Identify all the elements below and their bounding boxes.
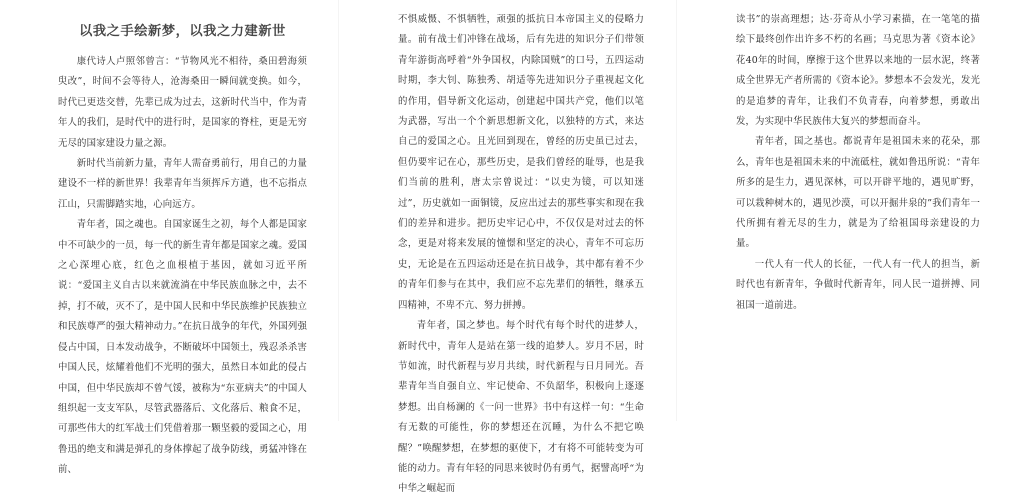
page-divider bbox=[338, 0, 339, 421]
essay-title: 以我之手绘新梦，以我之力建新世 bbox=[79, 24, 286, 39]
column-1-paragraphs bbox=[58, 52, 307, 481]
paragraph: 一代人有一代人的长征，一代人有一代人的担当，新时代也有新青年，争做时代新青年，同人民一道拼搏、同祖国一道前进。 bbox=[736, 258, 980, 311]
paragraph: 新时代当前新力量，青年人需奋勇前行，用自己的力量建设不一样的新世界！我辈青年当须挥斥方遒，也不忘指点江山，只需脚踏实地，心向远方。 bbox=[58, 158, 307, 210]
paragraph: 康代诗人卢照邻曾言：“节物风光不相待，桑田碧海须臾改”，时间不会等待人，沧海桑田一瞬间就变换。如今，时代已更迭交替，先辈已成为过去，这新时代当中，作为青年人的我们，是时代中的进行时，是国家的脊柱，更是无穷无尽的国家建设力量之源。 bbox=[58, 56, 307, 149]
page-column-2 bbox=[398, 10, 644, 495]
page-divider bbox=[676, 0, 677, 421]
page-column-1 bbox=[58, 22, 307, 476]
paragraph: 不惧威慑、不惧牺牲，顽强的抵抗日本帝国主义的侵略力量。前有战士们冲锋在战场，后有先进的知识分子们带领青年游街高呼着“外争国权，内除国贼”的口号，五四运动时期，李大钊、陈独秀、胡适等先进知识分子重视起文化的作用，倡导新文化运动，创建起中国共产党，他们以笔为武器，写出一个个新思想新文化，以独特的方式，来达自己的爱国之心。且光回到现在，曾经的历史虽已过去，但仍要牢记在心，那些历史，是我们曾经的耻辱，也是我们当前的胜利，唐太宗曾说过：“以史为镜，可以知迷过”，历史就如一面铜镜，反应出过去的那些事实和现在我们的差异和进步。把历史牢记心中，不仅仅是对过去的怀念，更是对将来发展的憧憬和坚定的决心，青年不可忘历史，无论是在五四运动还是在抗日战争，其中都有着不少的青年们参与在其中，我们应不忘先辈们的牺牲，继承五四精神，不卑不亢、努力拼搏。 bbox=[398, 14, 644, 311]
paragraph: 青年者，国之魂也。自国家诞生之初，每个人都是国家中不可缺少的一员，每一代的新生青年都是国家之魂。爱国之心深埋心底，红色之血根植于基因，就如习近平所说：“爱国主义自古以来就流淌在中华民族血脉之中，去不掉，打不破，灭不了，是中国人民和中华民族维护民族独立和民族尊严的强大精神动力。”在抗日战争的年代，外国列强侵占中国，日本发动战争，不断破坏中国领土，残忍杀杀害中国人民，炫耀着他们不光明的强大，虽然日本如此的侵占中国，但中华民族却不曾气馁，被称为“东亚病夫”的中国人组织起一支支军队，尽管武器落后、文化落后、粮食不足，可那些伟大的红军战士们凭借着那一颗坚毅的爱国之心，用鲁迅的绝支和满是弹孔的身体撑起了战争防线，勇猛冲锋在前、 bbox=[58, 219, 307, 476]
column-2-paragraphs bbox=[398, 10, 644, 500]
paragraph: 读书”的崇高理想；达·芬奇从小学习素描，在一笔笔的描绘下最终创作出许多不朽的名画；马克思为著《资本论》花40年的时间，摩擦于这个世界以来地的一层水泥，终著成全世界无产者所需的《资本论》。梦想本不会发光，发光的是追梦的青年，让我们不负青春，向着梦想，勇敢出发，为实现中华民族伟大复兴的梦想而奋斗。 bbox=[736, 14, 980, 128]
column-3-paragraphs bbox=[736, 10, 980, 316]
page-column-3 bbox=[736, 10, 980, 421]
paragraph: 青年者，国之基也。都说青年是祖国未来的花朵，那么，青年也是祖国未来的中流砥柱，就如鲁迅所说：“青年所多的是生力，遇见深林，可以开辟平地的，遇见旷野，可以栽种树木的，遇见沙漠，可以开掘井泉的”我们青年一代所拥有着无尽的生力，就是为了给祖国母亲建设的力量。 bbox=[736, 136, 980, 250]
paragraph: 青年者，国之梦也。每个时代有每个时代的进梦人，新时代中，青年人是站在第一线的追梦人。岁月不居，时节如流，时代新程与岁月共续，时代新程与日月同光。吾辈青年当自强自立、牢记使命、不负韶华，积极向上逐逐梦想。出自杨澜的《一问一世界》书中有这样一句：“生命有无数的可能性，你的梦想还在沉睡，为什么不把它唤醒？”唤醒梦想，在梦想的驱使下，才有将不可能转变为可能的动力。青有年轻的同思来彼时仍有勇气，据譬高呼“为中华之崛起而 bbox=[398, 320, 644, 495]
